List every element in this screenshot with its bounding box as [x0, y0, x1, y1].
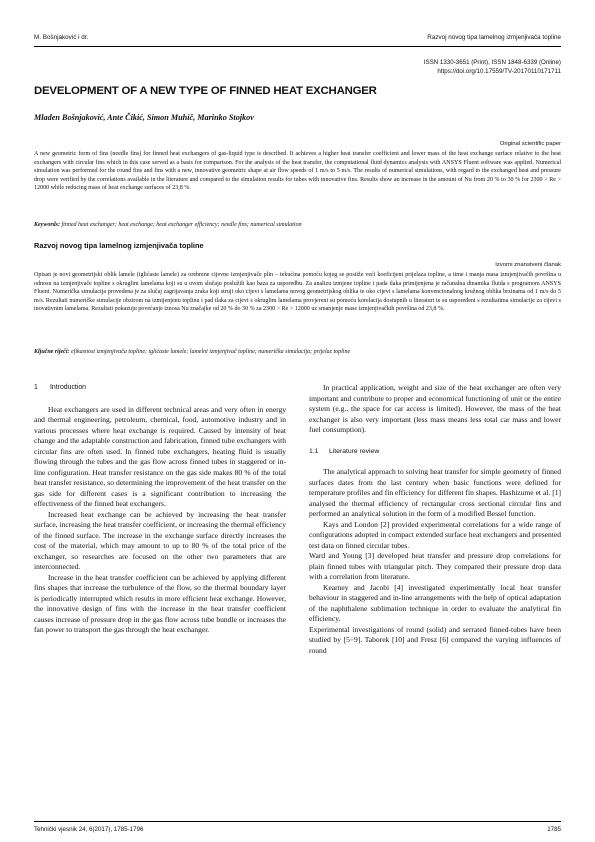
croatian-keywords	[34, 349, 561, 355]
header-rule	[34, 46, 561, 47]
paragraph: Increase in the heat transfer coefficient can be achieved by applying different fins shapes that increase the turbulence of the flow, so the thermal boundary layer is periodically interrupted which results in more efficient heat exchange. However, the innovative design of fins with the increase in the heat transfer coefficient causes increase of pressure drop in the gas flow across tube bundle or increases the fan power to transport the gas through the heat exchanger.	[34, 572, 286, 634]
croatian-abstract: Opisan je novi geometrijski oblik lamele (iglićaste lamele) za orebrene cijevne izmjenjivače plin – tekućina pomoću kojeg se postiže veći koeficijent prijelaza topline, a time i manja masa izmjenjivačih površina u odnosu na izmjenjivače topline s okruglim lamelama koji su u ovom slučaju poslužili kao baza za usporedbu. Za analizu izmjene topline i pada tlaka primijenjena je računalna dinamika fluida s programom ANSYS Fluent. Numerička simulacija provedena je za slučaj zagrijavanja zraka koji struji oko cijevi s lamelama novog geometrijskog oblika te oko cijevi s lamelama konvencionalnog kružnog oblika brzinama od 1 m/s do 5 m/s. Rezultati numeričke simulacije obzirom na izmijenjenu toplinu i pad tlaka za cijevi s okruglim lamelama provjereni su pomoću korelacija dostupnih u literaturi te su uspoređeni s rezultatima simulacije za cijevi s inovativnim lamelama. Rezultati pokazuju povećanje iznosa Nu značajke od 20 % do 30 % za 2300 > Re > 12000 uz smanjenje mase izmjenjivačkih površina od 23,8 %.	[34, 272, 561, 313]
subsection-heading-literature-review	[309, 447, 561, 458]
section-heading-introduction	[34, 383, 286, 394]
croatian-title: Razvoj novog tipa lamelnog izmjenjivača topline	[34, 241, 204, 250]
keywords	[34, 222, 561, 228]
paragraph: In practical application, weight and size of the heat exchanger are often very important and contribute to proper and economical functioning of unit or the entire system (e.g., the space for car access is limited). However, the mass of the heat exchanger is also very important (less mass means less total car mass and lower fuel consumption).	[309, 383, 561, 434]
subsection-number: 1.1	[309, 447, 319, 455]
page-footer	[34, 826, 561, 833]
paragraph: Kearney and Jacobi [4] investigated experimentally local heat transfer behaviour in staggered and in-line arrangements with the help of optical adaptation of the naphthalene sublimation technique in order to evaluate the analytical fin efficiency.	[309, 582, 561, 623]
paper-title: DEVELOPMENT OF A NEW TYPE OF FINNED HEAT EXCHANGER	[34, 85, 377, 97]
paragraph: Heat exchangers are used in different technical areas and very often in energy and thermal engineering, petroleum, chemical, food, automotive industry and in various processes where heat exchange is required. Caused by intensity of heat change and the adaptable construction and fabrication, finned tube exchangers with circular fins are often used. In finned tube exchangers, heating fluid is usually flowing through the tubes and the gas flow across finned tubes in staggered or in-line configuration. Heat transfer resistance on the gas side makes 80 % of the total heat transfer resistance, so determining the improvement of the heat transfer on the gas side for different cases is a significant contribution to increasing the effectiveness of the finned heat exchangers.	[34, 404, 286, 508]
croatian-keywords-label: Ključne riječi:	[34, 349, 70, 355]
paragraph: The analytical approach to solving heat transfer for simple geometry of finned surfaces dates from the last century when basic functions were defined for temperature profiles and fin efficiency for different fin shapes. Hashizume et al. [1] analysed the thermal efficiency of rectangular cross sectional circular fins and performed an analytical solution in the form of a modified Bessel function.	[309, 467, 561, 518]
right-column	[309, 383, 561, 656]
page-number: 1785	[547, 826, 561, 833]
issn: ISSN 1330-3651 (Print), ISSN 1848-6339 (Online)	[423, 59, 561, 66]
doi-link[interactable]: https://doi.org/10.17559/TV-20170110171711	[437, 68, 561, 75]
paragraph: Kays and London [2] provided experimental correlations for a wide range of configurations adopted in compact extended surface heat exchangers and presented test data on finned circular tubes.	[309, 519, 561, 550]
subsection-title: Literature review	[329, 447, 380, 455]
croatian-paper-type: Izvorni znanstveni članak	[495, 262, 561, 268]
paragraph: Experimental investigations of round (solid) and serrated finned-tubes have been studied by [5÷9]. Taborek [10] and Fresz [6] compared the varying influences of round	[309, 624, 561, 655]
paper-type: Original scientific paper	[499, 141, 561, 147]
croatian-keywords-text: efikasnost izmjenjivača topline; iglićaste lamele; lamelni izmjenjivač topline; numerička simulacija; prijelaz topline	[71, 349, 351, 355]
paragraph: Increased heat exchange can be achieved by increasing the heat transfer surface, increasing the heat transfer coefficient, or increasing the thermal efficiency of the finned surface. The increase in the exchange surface directly increases the cost of the material, which may amount to up to 80 % of the total price of the exchanger, so researches are focused on the other two parameters that are interconnected.	[34, 509, 286, 571]
section-number: 1	[34, 384, 38, 391]
abstract: A new geometric form of fins (needle fins) for finned heat exchangers of gas-liquid type is described. It achieves a higher heat transfer coefficient and lower mass of the heat exchange surface relative to the heat exchangers with circular fins which in this case served as a basis for comparison. For the analysis of the heat transfer, the computational fluid dynamics analysis with ANSYS Fluent software was applied. Numerical simulation was performed for the round fins and fins with a new, innovative geometric shape at air flow speeds of 1 m/s to 5 m/s. The results of numerical simulations, with regard to the exchanged heat and pressure drop were verified by the correlations available in the literature and compared to the simulation results for tubes with innovative fins. Results show an increase in the amount of Nu from 20 % to 30 % for 2300 > Re > 12000 while reducing mass of heat exchange surfaces of 23,8 %.	[34, 151, 561, 192]
running-header	[34, 34, 561, 46]
header-authors: M. Bošnjaković i dr.	[34, 34, 89, 41]
left-column	[34, 383, 286, 636]
footer-rule	[34, 821, 561, 822]
author-list: Mladen Bošnjaković, Ante Čikić, Simon Muhič, Marinko Stojkov	[34, 113, 254, 122]
paragraph: Ward and Young [3] developed heat transfer and pressure drop correlations for plain finned tubes with triangular pitch. They compared their pressure drop data with a correlation from literature.	[309, 551, 561, 581]
header-title: Razvoj novog tipa lamelnog izmjenjivača topline	[427, 34, 561, 41]
keywords-text: finned heat exchanger; heat exchange; heat exchanger efficiency; needle fins; numerical simulation	[61, 222, 302, 228]
keywords-label: Keywords:	[34, 222, 60, 228]
journal-identifiers	[424, 58, 561, 76]
section-title: Introduction	[50, 384, 87, 391]
journal-citation: Tehnički vjesnik 24, 6(2017), 1785-1796	[34, 826, 144, 833]
